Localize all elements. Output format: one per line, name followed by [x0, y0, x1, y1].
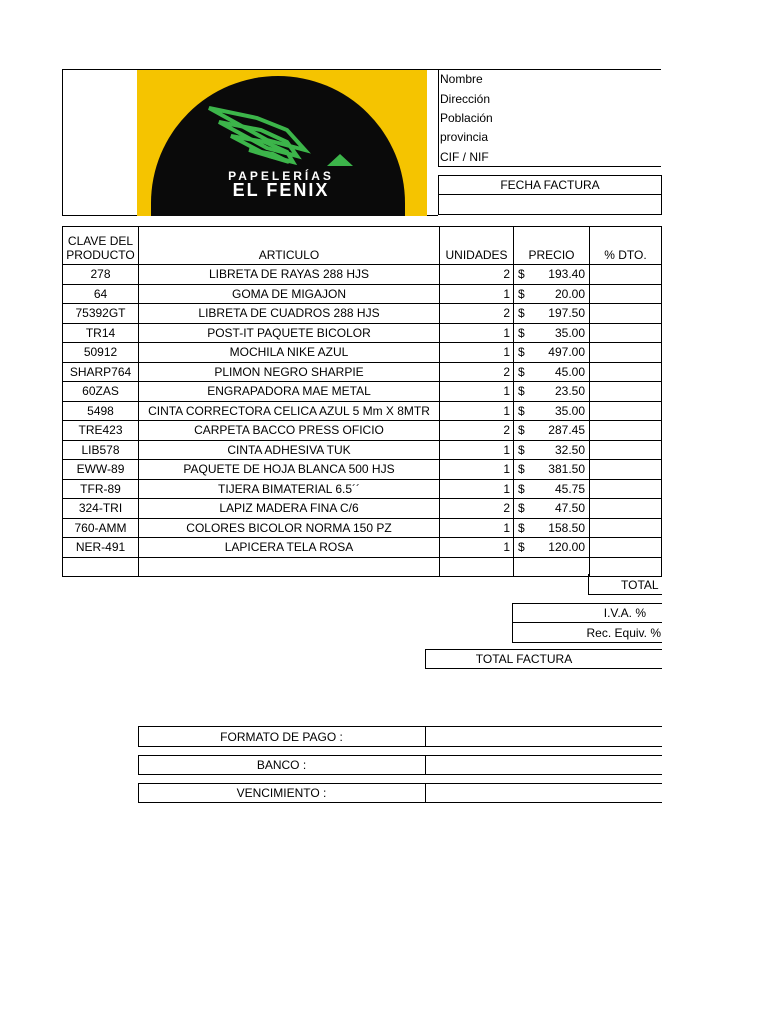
cell-articulo: TIJERA BIMATERIAL 6.5´´ [139, 479, 440, 499]
cell-dto [590, 538, 662, 558]
cell-dto [590, 343, 662, 363]
client-nombre: Nombre [440, 72, 483, 86]
cell-dto [590, 323, 662, 343]
cell-dto [590, 304, 662, 324]
cell-articulo [139, 557, 440, 577]
price-amount: 23.50 [554, 384, 585, 398]
cell-unidades: 1 [440, 323, 514, 343]
price-amount: 158.50 [548, 520, 585, 535]
cell-unidades: 2 [440, 265, 514, 285]
currency-symbol: $ [518, 501, 525, 515]
table-row [63, 323, 662, 343]
table-row [63, 401, 662, 421]
cell-articulo: COLORES BICOLOR NORMA 150 PZ [139, 518, 440, 538]
cell-unidades: 2 [440, 304, 514, 324]
rec-equiv-label: Rec. Equiv. % [586, 626, 661, 640]
price-amount: 120.00 [548, 540, 585, 554]
price-amount: 47.50 [554, 501, 585, 515]
price-amount: 35.00 [554, 325, 585, 340]
cell-dto [590, 421, 662, 441]
table-row [63, 479, 662, 499]
table-row [63, 518, 662, 538]
cell-dto [590, 401, 662, 421]
vencimiento-label: VENCIMIENTO : [236, 786, 327, 800]
cell-precio [514, 518, 590, 538]
cell-unidades: 1 [440, 460, 514, 480]
table-row [63, 440, 662, 460]
price-amount: 193.40 [548, 267, 585, 281]
cell-clave: TFR-89 [63, 479, 139, 499]
cell-dto [590, 460, 662, 480]
logo-line2: EL FENIX [232, 180, 330, 200]
cell-precio [514, 343, 590, 363]
price-amount: 287.45 [548, 423, 585, 437]
cell-dto [590, 479, 662, 499]
cell-dto [590, 382, 662, 402]
cell-clave: NER-491 [63, 538, 139, 558]
company-logo [137, 70, 427, 216]
cell-articulo: MOCHILA NIKE AZUL [139, 343, 440, 363]
currency-symbol: $ [518, 462, 525, 476]
cell-unidades: 1 [440, 440, 514, 460]
cell-precio [514, 323, 590, 343]
cell-dto [590, 284, 662, 304]
cell-unidades [440, 557, 514, 577]
cell-articulo: LAPIZ MADERA FINA C/6 [139, 499, 440, 519]
total-label: TOTAL [621, 578, 659, 592]
header-unidades: UNIDADES [440, 227, 514, 265]
table-row [63, 382, 662, 402]
price-amount: 45.75 [554, 481, 585, 496]
cell-dto [590, 362, 662, 382]
cell-clave: 278 [63, 265, 139, 285]
cell-precio [514, 304, 590, 324]
currency-symbol: $ [518, 325, 525, 340]
cell-articulo: CINTA ADHESIVA TUK [139, 440, 440, 460]
price-amount: 381.50 [548, 462, 585, 476]
cell-dto [590, 518, 662, 538]
price-amount: 497.00 [548, 345, 585, 359]
banco-label: BANCO : [256, 758, 307, 772]
cell-clave: 324-TRI [63, 499, 139, 519]
cell-dto [590, 265, 662, 285]
currency-symbol: $ [518, 306, 525, 320]
cell-articulo: CINTA CORRECTORA CELICA AZUL 5 Mm X 8MTR [139, 401, 440, 421]
currency-symbol: $ [518, 286, 525, 301]
table-row [63, 304, 662, 324]
cell-articulo: POST-IT PAQUETE BICOLOR [139, 323, 440, 343]
currency-symbol: $ [518, 384, 525, 398]
cell-clave: 64 [63, 284, 139, 304]
cell-clave: LIB578 [63, 440, 139, 460]
currency-symbol: $ [518, 481, 525, 496]
header-left-cell [62, 69, 138, 216]
cell-clave [63, 557, 139, 577]
cell-unidades: 2 [440, 421, 514, 441]
table-row [63, 538, 662, 558]
table-header-row [63, 227, 662, 265]
price-amount: 197.50 [548, 306, 585, 320]
cell-clave: 75392GT [63, 304, 139, 324]
table-row [63, 284, 662, 304]
cell-clave: 50912 [63, 343, 139, 363]
items-table [62, 226, 662, 577]
header-precio: PRECIO [514, 227, 590, 265]
currency-symbol: $ [518, 520, 525, 535]
header-dto: % DTO. [590, 227, 662, 265]
table-row [63, 557, 662, 577]
cell-unidades: 1 [440, 401, 514, 421]
total-factura-label: TOTAL FACTURA [475, 652, 573, 666]
price-amount: 45.00 [554, 364, 585, 379]
cell-precio [514, 460, 590, 480]
cell-clave: EWW-89 [63, 460, 139, 480]
cell-unidades: 2 [440, 362, 514, 382]
cell-precio [514, 382, 590, 402]
cell-articulo: CARPETA BACCO PRESS OFICIO [139, 421, 440, 441]
cell-unidades: 1 [440, 382, 514, 402]
cell-precio [514, 265, 590, 285]
client-provincia: provincia [440, 130, 489, 144]
banco-divider [425, 755, 426, 775]
cell-precio [514, 557, 590, 577]
table-row [63, 499, 662, 519]
cell-clave: SHARP764 [63, 362, 139, 382]
cell-dto [590, 440, 662, 460]
currency-symbol: $ [518, 345, 525, 359]
cell-articulo: LIBRETA DE CUADROS 288 HJS [139, 304, 440, 324]
header-articulo: ARTICULO [139, 227, 440, 265]
price-amount: 20.00 [554, 286, 585, 301]
cell-articulo: PAQUETE DE HOJA BLANCA 500 HJS [139, 460, 440, 480]
cell-unidades: 2 [440, 499, 514, 519]
phoenix-icon [137, 70, 427, 216]
client-poblacion: Población [440, 111, 493, 125]
cell-precio [514, 479, 590, 499]
price-amount: 32.50 [554, 442, 585, 457]
cell-clave: 60ZAS [63, 382, 139, 402]
table-row [63, 343, 662, 363]
cell-precio [514, 499, 590, 519]
currency-symbol: $ [518, 364, 525, 379]
cell-clave: 760-AMM [63, 518, 139, 538]
vencimiento-divider [425, 783, 426, 803]
currency-symbol: $ [518, 267, 525, 281]
table-row [63, 265, 662, 285]
cell-precio [514, 421, 590, 441]
cell-precio [514, 362, 590, 382]
currency-symbol: $ [518, 423, 525, 437]
cell-articulo: GOMA DE MIGAJON [139, 284, 440, 304]
header-clave: CLAVE DEL PRODUCTO [63, 227, 139, 265]
cell-articulo: LAPICERA TELA ROSA [139, 538, 440, 558]
iva-label: I.V.A. % [603, 606, 646, 620]
table-row [63, 362, 662, 382]
cell-articulo: ENGRAPADORA MAE METAL [139, 382, 440, 402]
table-row [63, 421, 662, 441]
cell-unidades: 1 [440, 343, 514, 363]
cell-articulo: LIBRETA DE RAYAS 288 HJS [139, 265, 440, 285]
fecha-factura-label: FECHA FACTURA [500, 178, 600, 192]
cell-precio [514, 538, 590, 558]
cell-clave: 5498 [63, 401, 139, 421]
currency-symbol: $ [518, 540, 525, 554]
cell-clave: TRE423 [63, 421, 139, 441]
currency-symbol: $ [518, 442, 525, 457]
iva-divider [512, 622, 662, 623]
cell-unidades: 1 [440, 284, 514, 304]
cell-dto [590, 499, 662, 519]
formato-pago-label: FORMATO DE PAGO : [220, 730, 343, 744]
cell-precio [514, 440, 590, 460]
cell-unidades: 1 [440, 479, 514, 499]
currency-symbol: $ [518, 403, 525, 418]
client-cif: CIF / NIF [440, 150, 489, 164]
price-amount: 35.00 [554, 403, 585, 418]
cell-precio [514, 401, 590, 421]
client-direccion: Dirección [440, 92, 491, 106]
cell-unidades: 1 [440, 518, 514, 538]
formato-pago-divider [425, 726, 426, 747]
cell-unidades: 1 [440, 538, 514, 558]
table-row [63, 460, 662, 480]
cell-articulo: PLIMON NEGRO SHARPIE [139, 362, 440, 382]
fecha-factura-divider [438, 194, 662, 195]
cell-clave: TR14 [63, 323, 139, 343]
cell-precio [514, 284, 590, 304]
logo-line1: PAPELERÍAS [228, 169, 334, 183]
